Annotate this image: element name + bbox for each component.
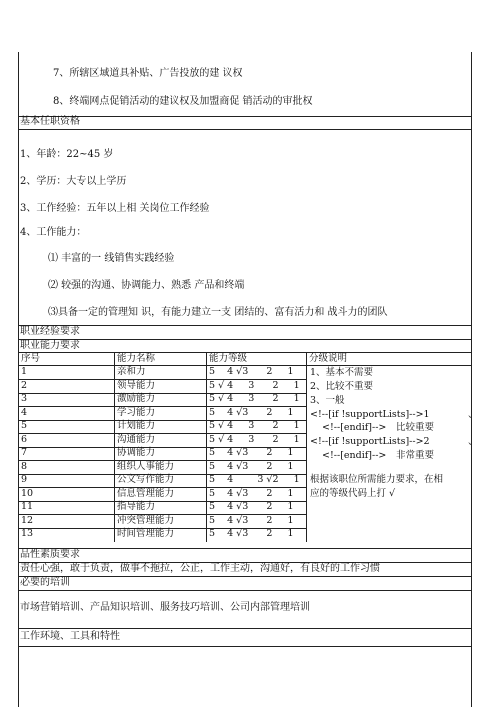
rating-note: <!--[endif]--> [322,450,387,461]
table-cell-ability: 沟通能力 [117,433,156,445]
table-header-cell: 能力名称 [117,353,156,364]
table-cell-ability: 指导能力 [117,501,156,512]
divider [18,339,471,340]
ability-requirement: 4、工作能力： [20,227,87,238]
table-cell-ability: 信息管理能力 [117,487,175,499]
table-cell-number: 13 [21,528,34,539]
table-cell-ability: 时间管理能力 [117,528,175,539]
table-cell-level: 5 √ 4 3 2 1 [209,420,300,431]
table-cell-level: 5 4 √3 2 1 [209,501,294,512]
ability-req-heading: 职业能力要求 [20,340,80,351]
rating-note: <!--[if !supportLists]-->1 [310,409,430,420]
table-cell-ability: 组织人事能力 [117,460,175,472]
table-cell-level: 5 √ 4 3 2 1 [209,379,300,391]
table-cell-number: 3 [21,393,28,404]
rating-note: 、 [468,409,478,420]
divider [18,628,471,629]
table-cell-number: 9 [21,474,28,485]
table-cell-number: 6 [21,433,28,445]
rating-note: 根据该职位所需能力要求，在相 [310,474,444,485]
permission-item-7: 7、所辖区域道具补贴、广告投放的建 议权 [53,68,243,79]
table-cell-level: 5 4 3 √2 1 [209,474,300,485]
age-requirement: 1、年龄：22~45 岁 [20,149,114,160]
table-cell-ability: 学习能力 [117,406,156,418]
rating-note: <!--[if !supportLists]-->2 [310,436,430,447]
rating-note: 2、比较不重要 [310,381,374,392]
divider [18,325,471,326]
table-cell-level: 5 4 √3 2 1 [209,406,294,418]
table-cell-level: 5 √ 4 3 2 1 [209,433,300,445]
table-column-divider [306,352,307,542]
table-cell-number: 4 [21,406,28,418]
table-header-cell: 分级说明 [309,353,348,364]
divider [18,576,471,577]
table-cell-number: 11 [21,501,34,512]
traits-text: 责任心强，敢于负责，做事不拖拉，公正，工作主动，沟通好，有良好的工作习惯 [20,563,380,574]
rating-note: 比较重要 [396,422,435,433]
ability-sub-3: ⑶具备一定的管理知 识，有能力建立一支 团结的、富有活力和 战斗力的团队 [48,307,388,318]
experience-requirement: 3、工作经验：五年以上相 关岗位工作经验 [20,203,210,214]
training-text: 市场营销培训、产品知识培训、服务技巧培训、公司内部管理培训 [20,602,310,613]
table-cell-level: 5 4 √3 2 1 [209,514,294,526]
divider [18,129,471,130]
ability-sub-2: ⑵ 较强的沟通、协调能力、熟悉 产品和终端 [48,280,245,291]
rating-note: 应的等级代码上打 √ [310,488,396,499]
table-cell-ability: 公文写作能力 [117,474,175,485]
table-cell-level: 5 4 √3 2 1 [209,460,294,472]
experience-req-heading: 职业经验要求 [20,326,80,337]
table-cell-level: 5 4 √3 2 1 [209,366,294,377]
rating-note: 1、基本不需要 [310,367,374,378]
environment-heading: 工作环境、工具和特性 [20,631,120,642]
table-cell-number: 5 [21,420,28,431]
table-cell-ability: 激励能力 [117,393,156,404]
table-header-cell: 序号 [21,353,41,364]
divider [18,548,471,549]
table-cell-ability: 领导能力 [117,379,156,391]
permission-item-8: 8、终端网点促销活动的建议权及加盟商促 销活动的审批权 [53,96,313,107]
table-cell-level: 5 √ 4 3 2 1 [209,393,300,404]
table-cell-level: 5 4 √3 2 1 [209,528,294,539]
table-cell-number: 7 [21,447,28,458]
divider [18,590,471,591]
table-cell-ability: 亲和力 [117,366,146,377]
table-cell-ability: 计划能力 [117,420,156,431]
table-cell-level: 5 4 √3 2 1 [209,447,294,458]
table-column-divider [114,352,115,542]
ability-sub-1: ⑴ 丰富的一 线销售实践经验 [48,253,175,264]
table-cell-ability: 协调能力 [117,447,156,458]
table-cell-ability: 冲突管理能力 [117,514,175,526]
table-column-divider [206,352,207,542]
table-cell-number: 1 [21,366,28,377]
rating-note: 非常重要 [396,450,435,461]
traits-heading: 品性素质要求 [20,549,80,560]
training-heading: 必要的培训 [20,577,70,588]
divider [18,116,471,117]
rating-note: 、 [468,436,478,447]
rating-note: <!--[endif]--> [322,422,387,433]
rating-note: 3、一般 [310,395,345,406]
table-cell-number: 8 [21,460,28,472]
table-header-cell: 能力等级 [209,353,248,364]
education-requirement: 2、学历：大专以上学历 [20,176,127,187]
qualification-heading: 基本任职资格 [20,116,80,127]
table-cell-number: 12 [21,514,34,526]
table-cell-level: 5 4 √3 2 1 [209,487,294,499]
divider [18,646,471,647]
table-cell-number: 10 [21,487,34,499]
table-cell-number: 2 [21,379,28,391]
